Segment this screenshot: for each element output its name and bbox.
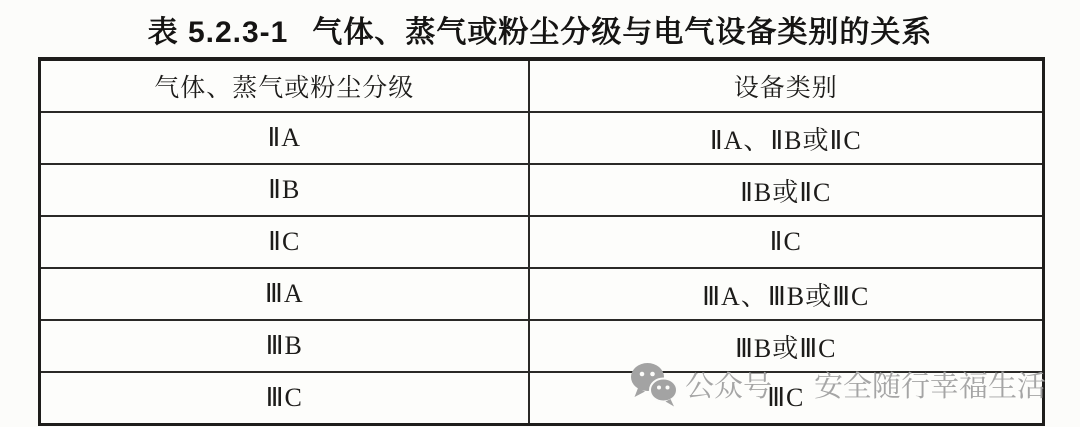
category-cell: ⅢC [529,372,1044,425]
category-cell: ⅡB或ⅡC [529,164,1044,216]
table-row [40,164,1044,216]
header-cell-category: 设备类别 [529,59,1044,112]
watermark-prefix: 公众号 [685,370,773,403]
table-row [40,372,1044,425]
classification-cell: ⅡB [40,164,529,216]
category-cell: ⅡC [529,216,1044,268]
classification-table [38,57,1045,426]
table-caption: 气体、蒸气或粉尘分级与电气设备类别的关系 [312,16,933,49]
header-row [40,59,1044,112]
watermark-suffix: 安全随行幸福生活 [814,370,1047,403]
table-number: 表 5.2.3-1 [147,16,289,49]
classification-cell: ⅡC [40,216,529,268]
table-title [0,7,1080,51]
classification-cell: ⅢA [40,268,529,320]
table-row [40,320,1044,372]
category-cell: ⅡA、ⅡB或ⅡC [529,112,1044,164]
header-cell-classification: 气体、蒸气或粉尘分级 [40,59,529,112]
table-row [40,216,1044,268]
category-cell: ⅢB或ⅢC [529,320,1044,372]
classification-cell: ⅢC [40,372,529,425]
table-row [40,268,1044,320]
category-cell: ⅢA、ⅢB或ⅢC [529,268,1044,320]
classification-cell: ⅢB [40,320,529,372]
classification-cell: ⅡA [40,112,529,164]
table-row [40,112,1044,164]
